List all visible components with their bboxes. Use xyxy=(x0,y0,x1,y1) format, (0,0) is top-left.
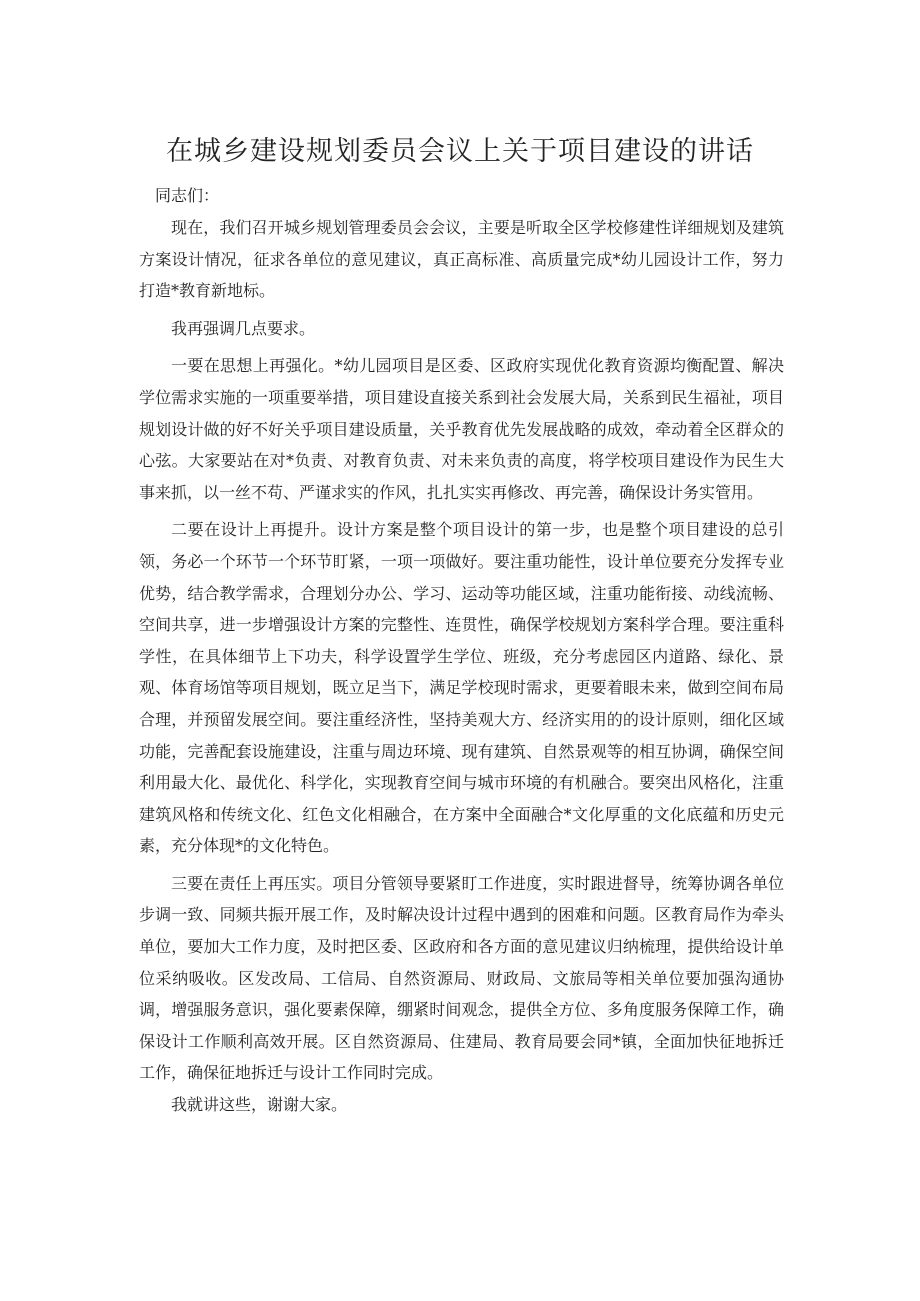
paragraph-emphasis: 我再强调几点要求。 xyxy=(171,318,316,338)
document-title: 在城乡建设规划委员会议上关于项目建设的讲话 xyxy=(166,136,754,167)
paragraph-point-two: 二要在设计上再提升。设计方案是整个项目设计的第一步，也是整个项目建设的总引领，务必一个环节一个环节盯紧，一项一项做好。要注重功能性，设计单位要充分发挥专业优势，结合教学需求，合理划分办公、学习、运动等功能区域，注重功能衔接、动线流畅、空间共享，进一步增强设计方案的完整性、连贯性，确保学校规划方案科学合理。要注重科学性，在具体细节上下功夫，科学设置学生学位、班级，充分考虑园区内道路、绿化、景观、体育场馆等项目规划，既立足当下，满足学校现时需求，更要着眼未来，做到空间布局合理，并预留发展空间。要注重经济性，坚持美观大方、经济实用的的设计原则，细化区域功能，完善配套设施建设，注重与周边环境、现有建筑、自然景观等的相互协调，确保空间利用最大化、最优化、科学化，实现教育空间与城市环境的有机融合。要突出风格化，注重建筑风格和传统文化、红色文化相融合，在方案中全面融合*文化厚重的文化底蕴和历史元素，充分体现*的文化特色。 xyxy=(139,520,784,856)
salutation: 同志们： xyxy=(155,186,220,205)
paragraph-opening: 现在，我们召开城乡规划管理委员会会议，主要是听取全区学校修建性详细规划及建筑方案设计情况，征求各单位的意见建议，真正高标准、高质量完成*幼儿园设计工作，努力打造*教育新地标。 xyxy=(139,218,784,301)
paragraph-point-three: 三要在责任上再压实。项目分管领导要紧盯工作进度，实时跟进督导，统筹协调各单位步调一致、同频共振开展工作，及时解决设计过程中遇到的困难和问题。区教育局作为牵头单位，要加大工作力度，及时把区委、区政府和各方面的意见建议归纳梳理，提供给设计单位采纳吸收。区发改局、工信局、自然资源局、财政局、文旅局等相关单位要加强沟通协调，增强服务意识，强化要素保障，绷紧时间观念，提供全方位、多角度服务保障工作，确保设计工作顺利高效开展。区自然资源局、住建局、教育局要会同*镇，全面加快征地拆迁工作，确保征地拆迁与设计工作同时完成。 xyxy=(139,873,784,1083)
paragraph-point-one: 一要在思想上再强化。*幼儿园项目是区委、区政府实现优化教育资源均衡配置、解决学位需求实施的一项重要举措，项目建设直接关系到社会发展大局，关系到民生福祉，项目规划设计做的好不好关乎项目建设质量，关乎教育优先发展战略的成效，牵动着全区群众的心弦。大家要站在对*负责、对教育负责、对未来负责的高度，将学校项目建设作为民生大事来抓，以一丝不苟、严谨求实的作风，扎扎实实再修改、再完善，确保设计务实管用。 xyxy=(139,356,784,502)
paragraph-closing: 我就讲这些，谢谢大家。 xyxy=(171,1095,348,1115)
document-body xyxy=(139,212,784,1121)
